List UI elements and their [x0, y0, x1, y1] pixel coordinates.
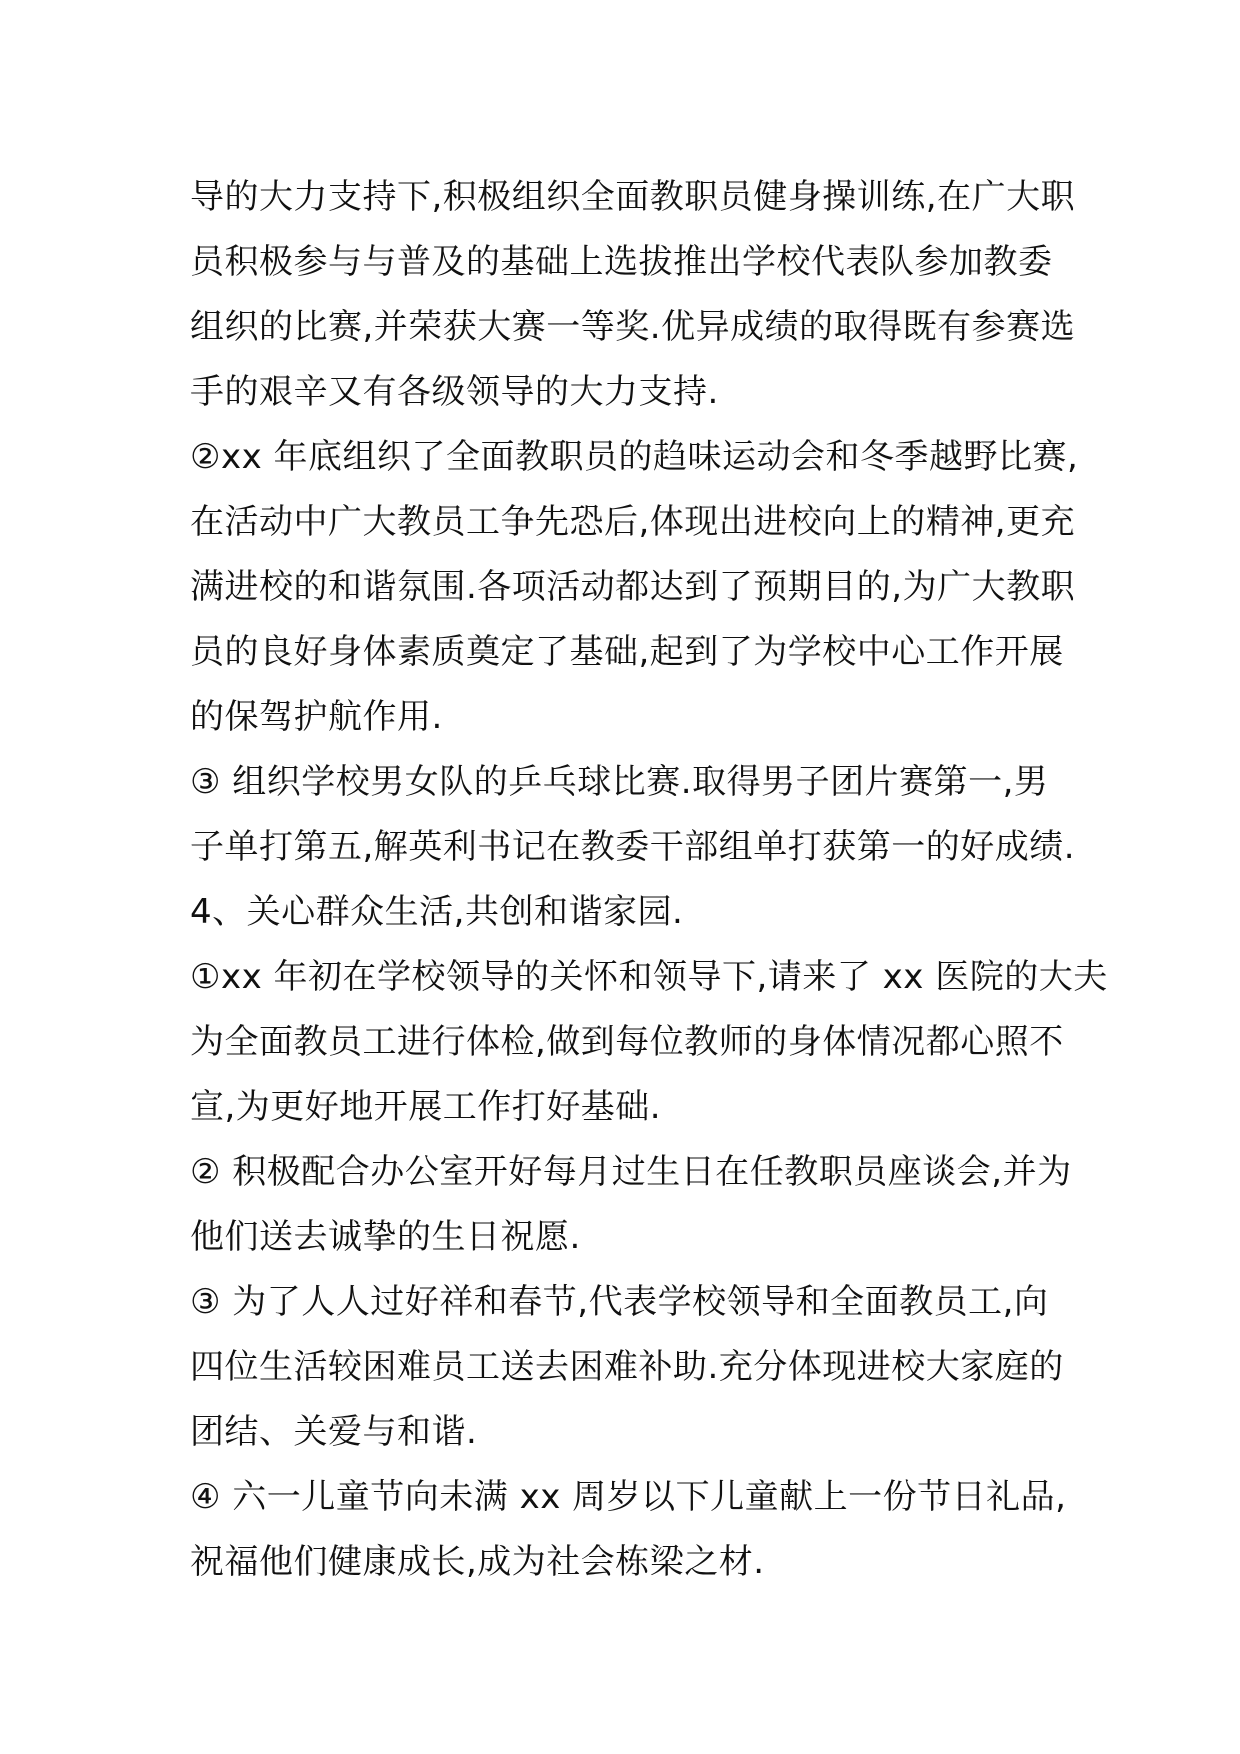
text-line: 子单打第五,解英利书记在教委干部组单打获第一的好成绩. — [190, 827, 1076, 867]
text-line: ②xx 年底组织了全面教职员的趋味运动会和冬季越野比赛, — [190, 437, 1079, 477]
text-line: 宣,为更好地开展工作打好基础. — [190, 1087, 662, 1127]
text-line: ④ 六一儿童节向未满 xx 周岁以下儿童献上一份节日礼品, — [190, 1477, 1067, 1517]
text-line: 员的良好身体素质奠定了基础,起到了为学校中心工作开展 — [190, 632, 1064, 672]
text-line: 祝福他们健康成长,成为社会栋梁之材. — [190, 1542, 765, 1582]
text-line: ② 积极配合办公室开好每月过生日在任教职员座谈会,并为 — [190, 1152, 1072, 1192]
text-line: ③ 为了人人过好祥和春节,代表学校领导和全面教员工,向 — [190, 1282, 1049, 1322]
text-line: ①xx 年初在学校领导的关怀和领导下,请来了 xx 医院的大夫 — [190, 957, 1108, 997]
document-body — [190, 165, 1108, 1595]
text-line: 为全面教员工进行体检,做到每位教师的身体情况都心照不 — [190, 1022, 1064, 1062]
text-line: 满进校的和谐氛围.各项活动都达到了预期目的,为广大教职 — [190, 567, 1076, 607]
text-line: 在活动中广大教员工争先恐后,体现出进校向上的精神,更充 — [190, 502, 1076, 542]
text-line: 手的艰辛又有各级领导的大力支持. — [190, 372, 719, 412]
section-heading: 4、关心群众生活,共创和谐家园. — [190, 892, 684, 932]
text-line: 员积极参与与普及的基础上选拔推出学校代表队参加教委 — [190, 242, 1053, 282]
text-line: 组织的比赛,并荣获大赛一等奖.优异成绩的取得既有参赛选 — [190, 307, 1076, 347]
text-line: ③ 组织学校男女队的乒乓球比赛.取得男子团片赛第一,男 — [190, 762, 1049, 802]
text-line: 的保驾护航作用. — [190, 697, 443, 737]
text-line: 导的大力支持下,积极组织全面教职员健身操训练,在广大职 — [190, 177, 1076, 217]
text-line: 他们送去诚挚的生日祝愿. — [190, 1217, 581, 1257]
text-line: 四位生活较困难员工送去困难补助.充分体现进校大家庭的 — [190, 1347, 1064, 1387]
text-line: 团结、关爱与和谐. — [190, 1412, 478, 1452]
